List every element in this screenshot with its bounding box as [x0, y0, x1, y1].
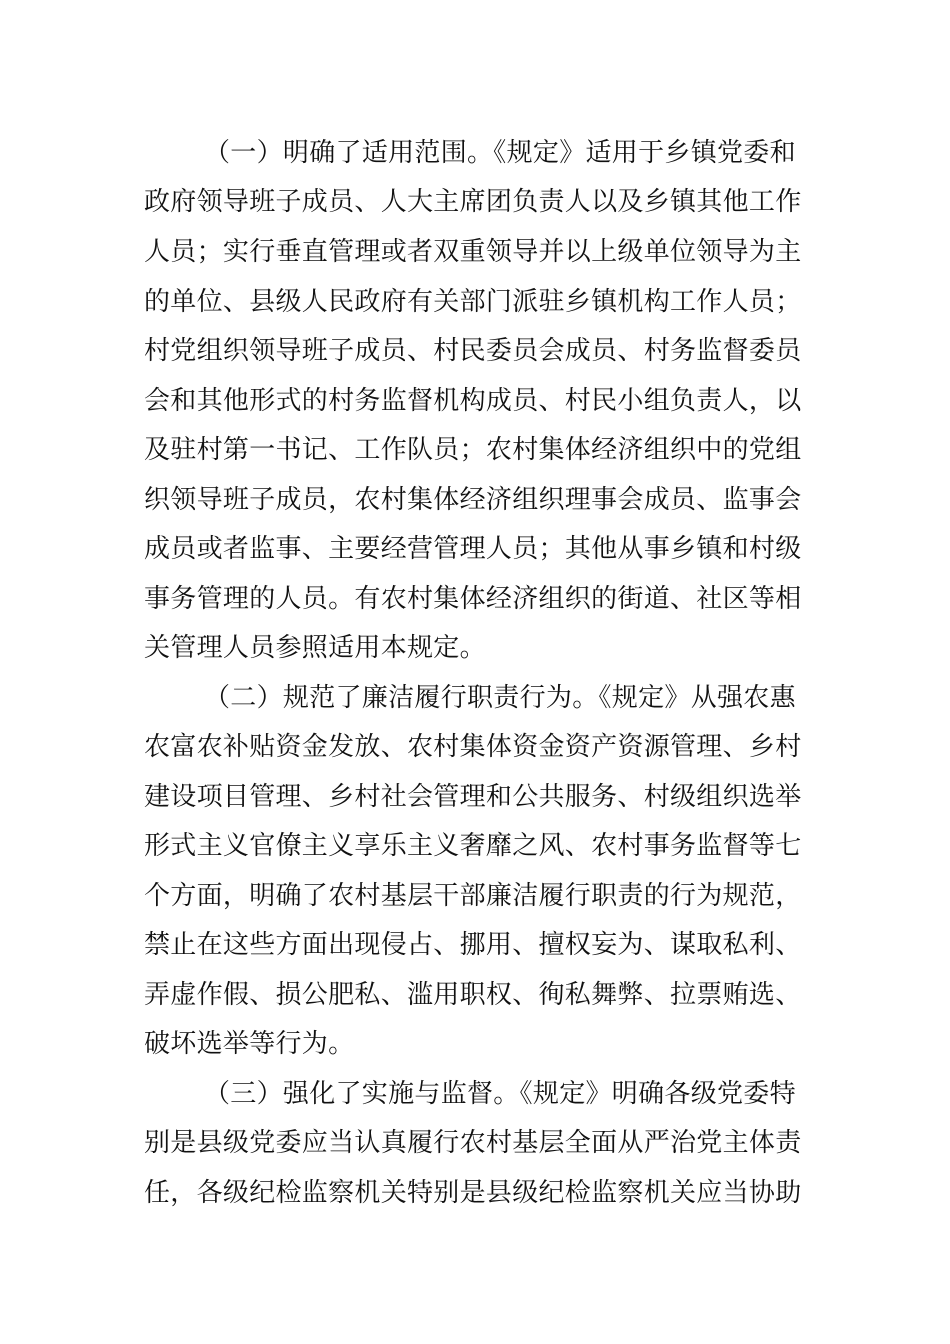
paragraph-1-line-6: 会和其他形式的村务监督机构成员、村民小组负责人，以	[144, 386, 802, 416]
paragraph-2-line-2: 农富农补贴资金发放、农村集体资金资产资源管理、乡村	[144, 732, 802, 762]
paragraph-1-line-7: 及驻村第一书记、工作队员；农村集体经济组织中的党组	[144, 435, 802, 465]
paragraph-3-line-1: （三）强化了实施与监督。《规定》明确各级党委特	[204, 1079, 796, 1109]
paragraph-1-line-8: 织领导班子成员，农村集体经济组织理事会成员、监事会	[144, 485, 802, 515]
paragraph-1-line-9: 成员或者监事、主要经营管理人员；其他从事乡镇和村级	[144, 534, 802, 564]
paragraph-1-line-5: 村党组织领导班子成员、村民委员会成员、村务监督委员	[144, 336, 802, 366]
paragraph-1-line-3: 人员；实行垂直管理或者双重领导并以上级单位领导为主	[144, 237, 802, 267]
paragraph-2-line-8: 破坏选举等行为。	[144, 1029, 355, 1059]
paragraph-2-line-5: 个方面，明确了农村基层干部廉洁履行职责的行为规范，	[144, 881, 802, 911]
paragraph-2-line-1: （二）规范了廉洁履行职责行为。《规定》从强农惠	[204, 683, 796, 713]
paragraph-2-line-6: 禁止在这些方面出现侵占、挪用、擅权妄为、谋取私利、	[144, 930, 802, 960]
paragraph-2-line-7: 弄虚作假、损公肥私、滥用职权、徇私舞弊、拉票贿选、	[144, 980, 802, 1010]
paragraph-2-line-3: 建设项目管理、乡村社会管理和公共服务、村级组织选举	[144, 782, 802, 812]
paragraph-1-line-1: （一）明确了适用范围。《规定》适用于乡镇党委和	[204, 138, 796, 168]
paragraph-3-line-2: 别是县级党委应当认真履行农村基层全面从严治党主体责	[144, 1128, 802, 1158]
paragraph-2-line-4: 形式主义官僚主义享乐主义奢靡之风、农村事务监督等七	[144, 831, 802, 861]
paragraph-1-line-10: 事务管理的人员。有农村集体经济组织的街道、社区等相	[144, 584, 802, 614]
paragraph-1-line-2: 政府领导班子成员、人大主席团负责人以及乡镇其他工作	[144, 187, 802, 217]
paragraph-3-line-3: 任，各级纪检监察机关特别是县级纪检监察机关应当协助	[144, 1178, 802, 1208]
paragraph-1-line-4: 的单位、县级人民政府有关部门派驻乡镇机构工作人员；	[144, 287, 802, 317]
paragraph-1-line-11: 关管理人员参照适用本规定。	[144, 633, 486, 663]
